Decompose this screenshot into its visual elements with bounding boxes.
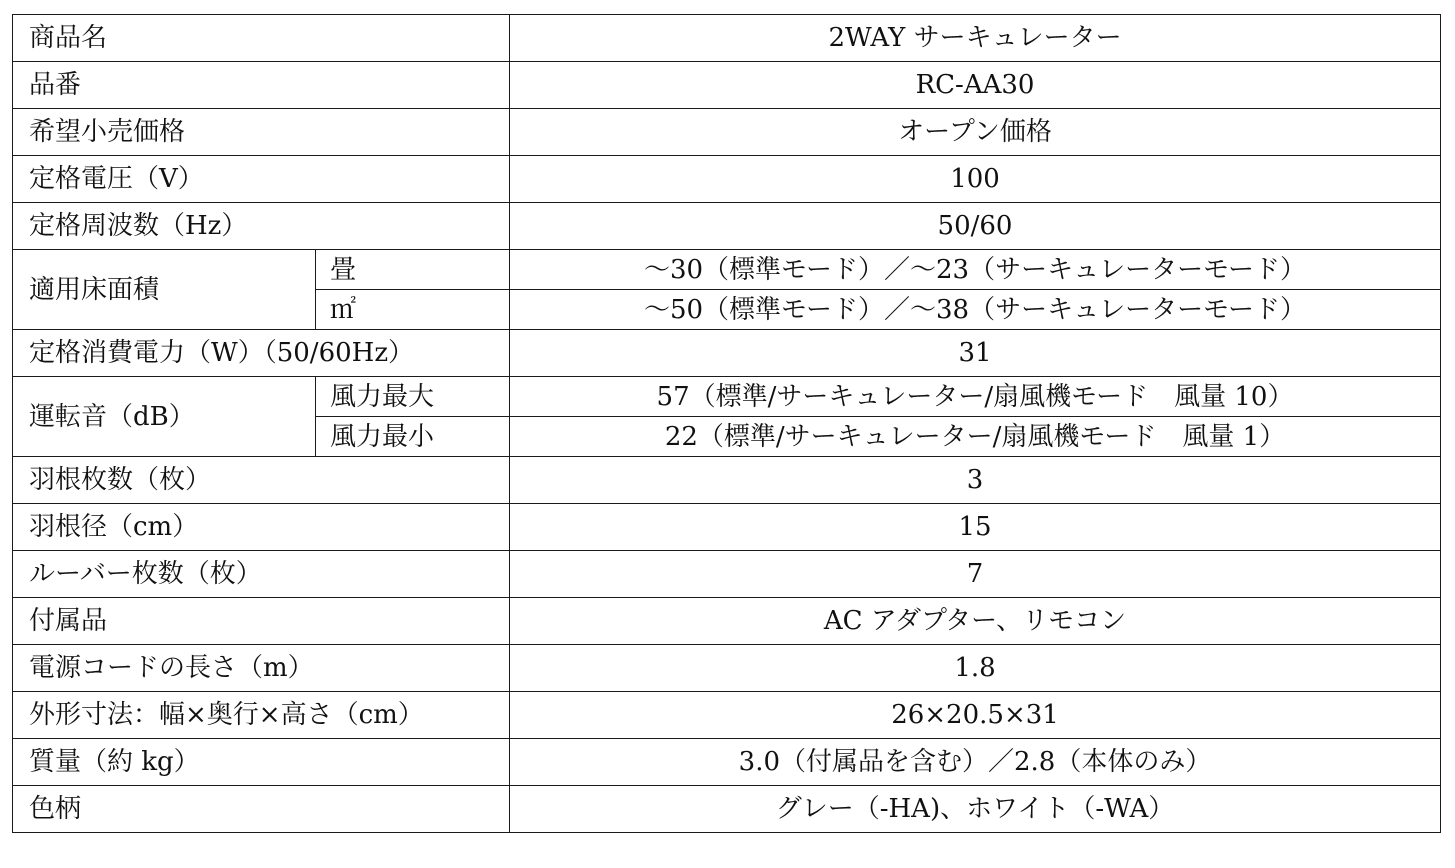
table-row [13, 457, 1441, 504]
table-row [13, 692, 1441, 739]
product-name-label: 商品名 [13, 15, 510, 62]
blade-diameter-value: 15 [510, 504, 1441, 551]
power-consumption-value: 31 [510, 330, 1441, 377]
floor-area-value-tatami: ～30（標準モード）／～23（サーキュレーターモード） [510, 250, 1441, 290]
noise-label: 運転音（dB） [13, 377, 316, 457]
rated-frequency-label: 定格周波数（Hz） [13, 203, 510, 250]
product-name-value: 2WAY サーキュレーター [510, 15, 1441, 62]
table-row [13, 250, 1441, 290]
table-row [13, 156, 1441, 203]
table-row [13, 203, 1441, 250]
table-row [13, 504, 1441, 551]
floor-area-label: 適用床面積 [13, 250, 316, 330]
floor-area-unit-sqm: ㎡ [316, 290, 510, 330]
table-row [13, 739, 1441, 786]
table-row [13, 109, 1441, 156]
cord-length-value: 1.8 [510, 645, 1441, 692]
table-row [13, 330, 1441, 377]
model-number-value: RC-AA30 [510, 62, 1441, 109]
weight-value: 3.0（付属品を含む）／2.8（本体のみ） [510, 739, 1441, 786]
cord-length-label: 電源コードの長さ（m） [13, 645, 510, 692]
table-row [13, 786, 1441, 833]
floor-area-value-sqm: ～50（標準モード）／～38（サーキュレーターモード） [510, 290, 1441, 330]
noise-unit-max: 風力最大 [316, 377, 510, 417]
table-row [13, 598, 1441, 645]
blade-diameter-label: 羽根径（cm） [13, 504, 510, 551]
rated-voltage-value: 100 [510, 156, 1441, 203]
table-row [13, 551, 1441, 598]
floor-area-unit-tatami: 畳 [316, 250, 510, 290]
noise-value-max: 57（標準/サーキュレーター/扇風機モード 風量 10） [510, 377, 1441, 417]
rated-frequency-value: 50/60 [510, 203, 1441, 250]
blade-count-value: 3 [510, 457, 1441, 504]
blade-count-label: 羽根枚数（枚） [13, 457, 510, 504]
rated-voltage-label: 定格電圧（V） [13, 156, 510, 203]
table-row [13, 645, 1441, 692]
spec-table [12, 14, 1441, 833]
louver-count-value: 7 [510, 551, 1441, 598]
retail-price-value: オープン価格 [510, 109, 1441, 156]
table-row [13, 62, 1441, 109]
power-consumption-label: 定格消費電力（W）（50/60Hz） [13, 330, 510, 377]
weight-label: 質量（約 kg） [13, 739, 510, 786]
dimensions-value: 26×20.5×31 [510, 692, 1441, 739]
colors-label: 色柄 [13, 786, 510, 833]
noise-value-min: 22（標準/サーキュレーター/扇風機モード 風量 1） [510, 417, 1441, 457]
accessories-value: AC アダプター、リモコン [510, 598, 1441, 645]
model-number-label: 品番 [13, 62, 510, 109]
accessories-label: 付属品 [13, 598, 510, 645]
louver-count-label: ルーバー枚数（枚） [13, 551, 510, 598]
noise-unit-min: 風力最小 [316, 417, 510, 457]
table-row [13, 377, 1441, 417]
dimensions-label: 外形寸法：幅×奥行×高さ（cm） [13, 692, 510, 739]
retail-price-label: 希望小売価格 [13, 109, 510, 156]
colors-value: グレー（-HA)、ホワイト（-WA） [510, 786, 1441, 833]
table-row [13, 15, 1441, 62]
